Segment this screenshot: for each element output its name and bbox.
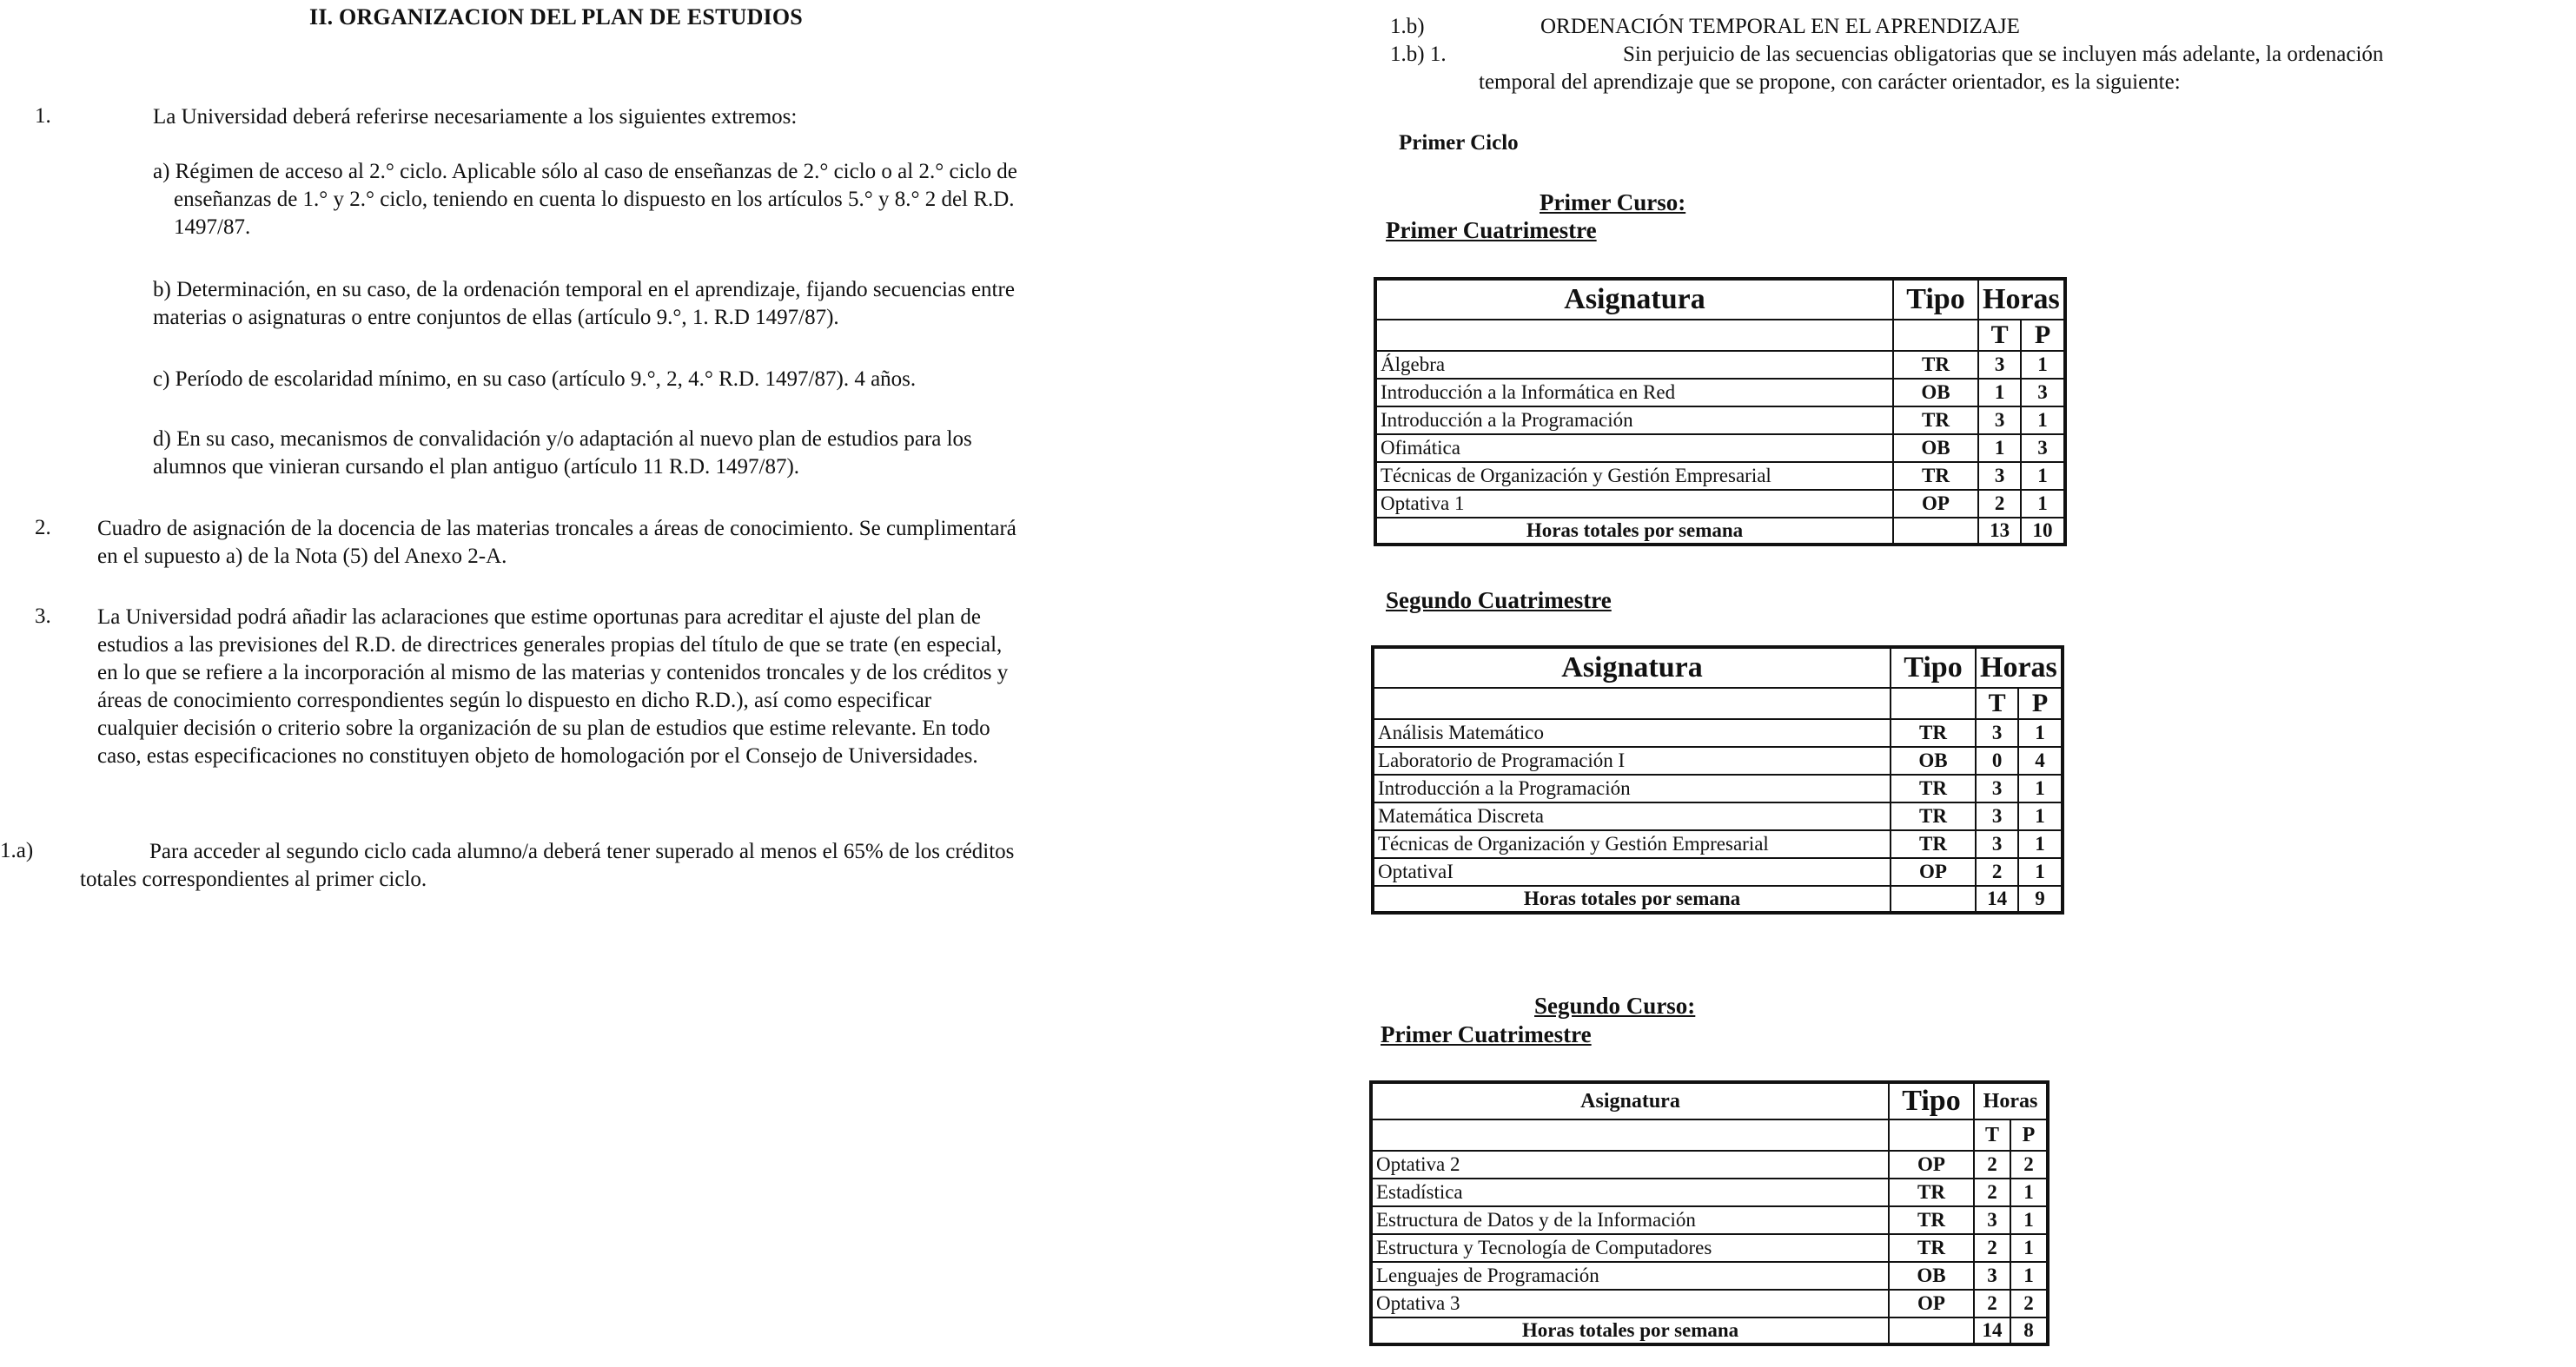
paragraph-line: b) Determinación, en su caso, de la ordenación temporal en el aprendizaje, fijando secuencias entre	[153, 278, 1015, 301]
header-row	[1371, 1082, 2048, 1119]
table-row: Técnicas de Organización y Gestión Empresarial TR 3 1	[1375, 462, 2065, 490]
header-row	[1375, 279, 2065, 320]
subheader-row	[1371, 1119, 2048, 1151]
paragraph-line: enseñanzas de 1.° y 2.° ciclo, teniendo en cuenta lo dispuesto en los artículos 5.° y 8.° 2 del R.D.	[174, 188, 1015, 211]
paragraph-line: temporal del aprendizaje que se propone, con carácter orientador, es la siguiente:	[1479, 70, 2181, 94]
paragraph-line: 1497/87.	[174, 215, 251, 239]
paragraph-line: La Universidad podrá añadir las aclaraciones que estime oportunas para acreditar el ajuste del plan de	[97, 605, 981, 629]
item-number: 1.a)	[0, 839, 34, 862]
table-row: Álgebra TR 3 1	[1375, 351, 2065, 379]
col-t: T	[1978, 320, 2021, 351]
table-row: Lenguajes de Programación OB 3 1	[1371, 1262, 2048, 1290]
paragraph-line: materias o asignaturas o entre conjuntos de ellas (artículo 9.°, 1. R.D 1497/87).	[153, 306, 839, 329]
col-p: P	[2010, 1119, 2048, 1151]
table-row: Análisis Matemático TR 3 1	[1373, 719, 2063, 747]
paragraph-line: c) Período de escolaridad mínimo, en su caso (artículo 9.°, 2, 4.° R.D. 1497/87). 4 años.	[153, 367, 917, 391]
paragraph-line: en el supuesto a) de la Nota (5) del Anexo 2-A.	[97, 545, 507, 568]
table-row: Introducción a la Programación TR 3 1	[1373, 775, 2063, 802]
total-row: Horas totales por semana 14 8	[1371, 1317, 2048, 1344]
schedule-table-2	[1371, 645, 2064, 915]
heading-number: 1.b)	[1390, 15, 1425, 38]
col-horas: Horas	[1976, 647, 2063, 688]
semester-heading: Primer Cuatrimestre	[1386, 217, 1597, 243]
table-row: Introducción a la Informática en Red OB 1 3	[1375, 379, 2065, 406]
table-row: Estructura y Tecnología de Computadores TR 2 1	[1371, 1234, 2048, 1262]
table-row: Optativa 1 OP 2 1	[1375, 490, 2065, 518]
col-t: T	[1974, 1119, 2010, 1151]
table-row: Introducción a la Programación TR 3 1	[1375, 406, 2065, 434]
cycle-heading: Primer Ciclo	[1399, 131, 1519, 155]
heading-text: ORDENACIÓN TEMPORAL EN EL APRENDIZAJE	[1540, 15, 2020, 38]
paragraph-line: en lo que se refiere a la incorporación al mismo de las materias y contenidos troncales y de los créditos y	[97, 661, 1009, 684]
col-horas: Horas	[1974, 1082, 2048, 1119]
col-tipo: Tipo	[1889, 1082, 1974, 1119]
table-row: Laboratorio de Programación I OB 0 4	[1373, 747, 2063, 775]
heading-number: 1.b) 1.	[1390, 43, 1447, 66]
col-tipo: Tipo	[1893, 279, 1978, 320]
total-row: Horas totales por semana 14 9	[1373, 886, 2063, 913]
semester-heading: Primer Cuatrimestre	[1381, 1021, 1592, 1047]
paragraph-line: d) En su caso, mecanismos de convalidación y/o adaptación al nuevo plan de estudios para los	[153, 427, 972, 451]
section-title: II. ORGANIZACION DEL PLAN DE ESTUDIOS	[309, 4, 803, 30]
semester-heading: Segundo Cuatrimestre	[1386, 587, 1612, 613]
table-row: Optativa 3 OP 2 2	[1371, 1290, 2048, 1317]
item-number: 1.	[35, 104, 51, 128]
paragraph-line: Cuadro de asignación de la docencia de las materias troncales a áreas de conocimiento. Se cumplimentará	[97, 517, 1016, 540]
table-row: Matemática Discreta TR 3 1	[1373, 802, 2063, 830]
subheader-row	[1375, 320, 2065, 351]
paragraph-line: Para acceder al segundo ciclo cada alumno/a deberá tener superado al menos el 65% de los créditos	[149, 840, 1015, 863]
table-row: Optativa 2 OP 2 2	[1371, 1151, 2048, 1179]
header-row	[1373, 647, 2063, 688]
item-number: 3.	[35, 604, 51, 628]
table-row: Ofimática OB 1 3	[1375, 434, 2065, 462]
col-asignatura: Asignatura	[1373, 647, 1891, 688]
total-row: Horas totales por semana 13 10	[1375, 518, 2065, 545]
table-row: Técnicas de Organización y Gestión Empresarial TR 3 1	[1373, 830, 2063, 858]
schedule-table-3	[1369, 1080, 2050, 1346]
col-asignatura: Asignatura	[1375, 279, 1893, 320]
item-number: 2.	[35, 516, 51, 539]
paragraph-line: estudios a las previsiones del R.D. de directrices generales propias del título de que se trate (en especial,	[97, 633, 1003, 657]
paragraph-line: totales correspondientes al primer ciclo.	[80, 868, 427, 891]
schedule-table-1	[1374, 277, 2067, 546]
subheader-row	[1373, 688, 2063, 719]
paragraph-line: áreas de conocimiento correspondientes según lo dispuesto en dicho R.D.), así como especificar	[97, 689, 932, 712]
item-text: La Universidad deberá referirse necesariamente a los siguientes extremos:	[153, 105, 798, 129]
col-p: P	[2018, 688, 2062, 719]
table-row: Estadística TR 2 1	[1371, 1179, 2048, 1206]
paragraph-line: cualquier decisión o criterio sobre la organización de su plan de estudios que estime relevante. En todo	[97, 717, 990, 740]
paragraph-line: alumnos que vinieran cursando el plan antiguo (artículo 11 R.D. 1497/87).	[153, 455, 800, 479]
paragraph-line: a) Régimen de acceso al 2.° ciclo. Aplicable sólo al caso de enseñanzas de 2.° ciclo o al 2.° ciclo de	[153, 160, 1017, 183]
paragraph-line: caso, estas especificaciones no constituyen objeto de homologación por el Consejo de Universidades.	[97, 744, 978, 768]
col-horas: Horas	[1978, 279, 2065, 320]
table-row: OptativaI OP 2 1	[1373, 858, 2063, 886]
col-tipo: Tipo	[1891, 647, 1976, 688]
col-asignatura: Asignatura	[1371, 1082, 1889, 1119]
col-p: P	[2021, 320, 2064, 351]
table-row: Estructura de Datos y de la Información TR 3 1	[1371, 1206, 2048, 1234]
col-t: T	[1976, 688, 2018, 719]
paragraph-line: Sin perjuicio de las secuencias obligatorias que se incluyen más adelante, la ordenación	[1623, 43, 2384, 66]
course-heading: Segundo Curso:	[1534, 993, 1696, 1019]
course-heading: Primer Curso:	[1540, 189, 1686, 215]
